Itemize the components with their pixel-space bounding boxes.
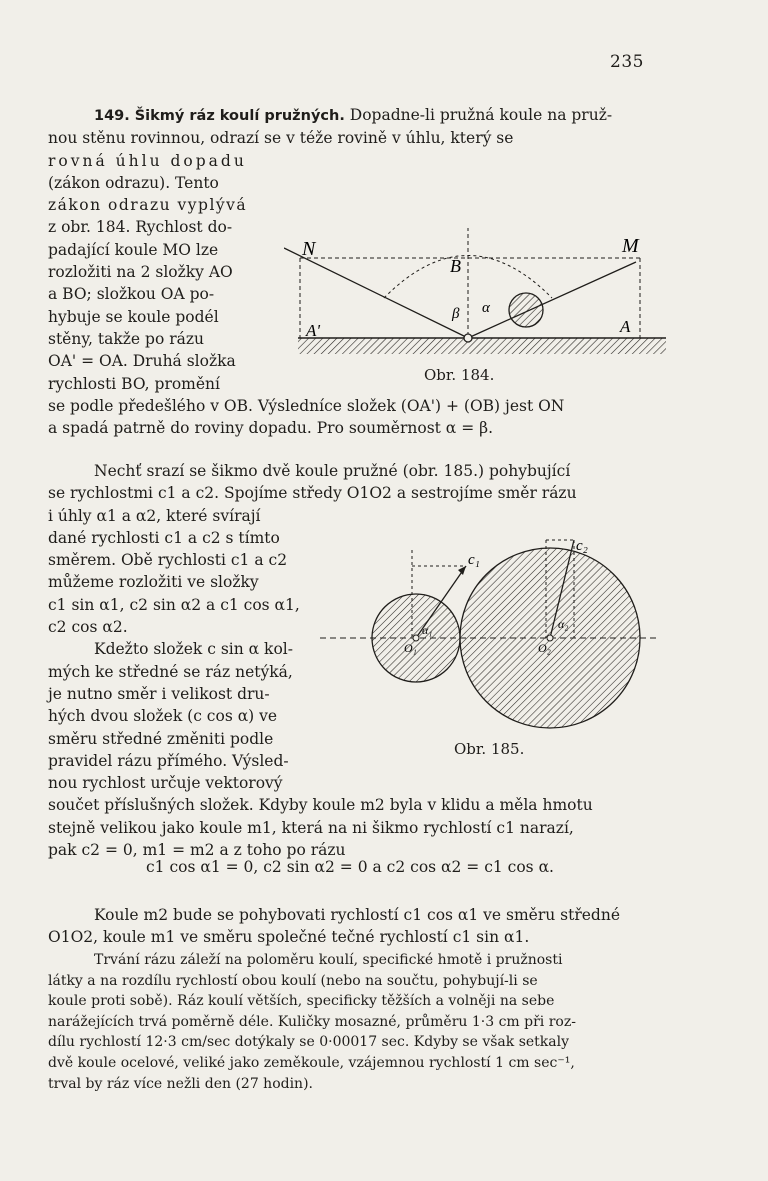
text-line: nou rychlost určuje vektorový [48,774,283,793]
equation: c1 cos α1 = 0, c2 sin α2 = 0 a c2 cos α2 = c1 cos α. [146,858,554,876]
text-line: mých ke středné se ráz netýká, [48,662,293,681]
text-line: pak c2 = 0, m1 = m2 a z toho po rázu [48,841,346,860]
text-line: hybuje se koule podél [48,307,219,326]
text-line: Kdežto složek c sin α kol- [94,640,293,659]
page-number: 235 [610,52,644,72]
text-line: dvě koule ocelové, veliké jako zeměkoule, vzájemnou rychlostí 1 cm sec⁻¹, [48,1054,575,1071]
text-line: zákon odrazu vyplývá [48,196,248,215]
text-line: se podle předešlého v OB. Výsledníce složek (OA') + (OB) jest ON [48,396,565,415]
text-line: padající koule MO lze [48,240,219,259]
text-line: směrem. Obě rychlosti c1 a c2 [48,551,288,570]
label-beta: β [452,306,460,322]
text-line: Trvání rázu záleží na poloměru koulí, specifické hmotě i pružnosti [94,952,563,968]
label-alpha2: α₂ [558,617,569,631]
result-paragraph [48,904,620,949]
text-line: OA' = OA. Druhá složka [48,352,236,371]
label-M: M [622,235,639,257]
text-line: koule proti sobě). Ráz koulí větších, specificky těžších a volněji na sebe [48,993,555,1010]
text-line: nou stěnu rovinnou, odrazí se v téže rovině v úhlu, který se [48,129,514,148]
text-line: Nechť srazí se šikmo dvě koule pružné (obr. 185.) pohybující [94,462,571,480]
text-line: a spadá patrně do roviny dopadu. Pro souměrnost α = β. [48,419,494,438]
text-line: součet příslušných složek. Kdyby koule m2 byla v klidu a měla hmotu [48,796,593,815]
section-title: Šikmý ráz koulí pružných. [134,108,345,124]
text-line: O1O2, koule m1 ve směru společné tečné rychlostí c1 sin α1. [48,928,530,947]
section-number: 149. [94,108,130,124]
text-line: c1 sin α1, c2 sin α2 a c1 cos α1, [48,595,300,614]
label-c1: c₁ [468,552,480,568]
text-line: rovná úhlu dopadu [48,151,247,170]
label-alpha: α [482,300,490,316]
text-line: i úhly α1 a α2, které svírají [48,506,261,525]
label-O1: O₁ [404,641,417,655]
text-line: z obr. 184. Rychlost do- [48,218,233,237]
small-print-paragraph [48,950,576,1094]
text-line: c2 cos α2. [48,618,128,637]
text-line: pravidel rázu přímého. Výsled- [48,751,289,770]
ball [509,293,543,327]
text-line: trval by ráz více nežli den (27 hodin). [48,1075,313,1092]
label-B: B [450,256,461,276]
text-line: se rychlostmi c1 a c2. Spojíme středy O1O2 a sestrojíme směr rázu [48,484,577,503]
wall-hatching [298,338,666,354]
label-O2: O₂ [538,641,551,655]
text-line: stěny, takže po rázu [48,329,204,348]
text-line: Koule m2 bude se pohybovati rychlostí c1 cos α1 ve směru středné [94,906,621,924]
figure-185 [320,530,660,730]
text-line: (zákon odrazu). Tento [48,173,219,192]
text-line: narážejících trvá poměrně déle. Kuličky mosazné, průměru 1·3 cm při roz- [48,1013,576,1030]
text-line: je nutno směr i velikost dru- [48,684,270,703]
label-A-prime: A' [306,321,321,340]
text-line: hých dvou složek (c cos α) ve [48,707,278,726]
label-alpha1: α₁ [422,623,433,637]
label-A: A [620,317,631,336]
text-line: můžeme rozložiti ve složky [48,573,259,592]
label-N: N [302,238,316,260]
figure-184 [284,228,674,358]
figure-185-caption: Obr. 185. [454,740,525,758]
label-c2: c₂ [576,538,588,554]
text-line: stejně velikou jako koule m1, která na ni šikmo rychlostí c1 narazí, [48,818,574,837]
text-line: dané rychlosti c1 a c2 s tímto [48,528,280,547]
figure-184-caption: Obr. 184. [424,366,495,384]
text-line: rychlosti BO, promění [48,374,220,393]
text-line: Dopadne-li pružná koule na pruž- [349,106,613,124]
text-line: směru středné změniti podle [48,729,274,748]
text-line: a BO; složkou OA po- [48,285,215,304]
text-line: dílu rychlostí 12·3 cm/sec dotýkaly se 0·00017 sec. Kdyby se však setkaly [48,1034,570,1051]
text-line: látky a na rozdílu rychlostí obou koulí (nebo na součtu, pohybují-li se [48,972,538,989]
text-line: rozložiti na 2 složky AO [48,263,233,282]
